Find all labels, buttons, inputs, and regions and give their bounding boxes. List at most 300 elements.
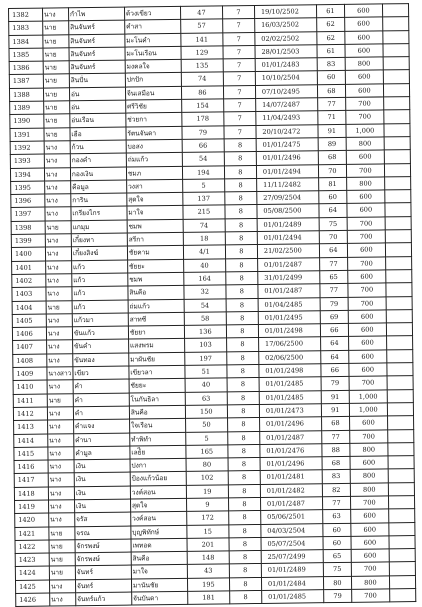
allowance-cell: 700 (348, 296, 386, 310)
age-cell: 70 (318, 164, 346, 178)
house-number-cell: 201 (187, 538, 229, 552)
age-cell: 83 (322, 470, 350, 484)
age-cell: 77 (317, 97, 345, 111)
row-number-cell: 1393 (10, 154, 44, 168)
house-number-cell: 150 (185, 405, 227, 419)
first-name-cell: ก้วน (70, 140, 126, 154)
title-cell: นาง (48, 447, 74, 461)
age-cell: 69 (320, 310, 348, 324)
age-cell: 64 (320, 337, 348, 351)
title-cell: นาง (45, 181, 71, 195)
village-number-cell: 8 (227, 418, 259, 432)
row-number-cell: 1401 (12, 261, 46, 275)
age-cell: 60 (319, 191, 347, 205)
birth-date-cell: 17/06/2500 (258, 337, 320, 351)
title-cell: นาย (43, 48, 69, 62)
first-name-cell: เขียว (73, 366, 129, 380)
row-number-cell: 1399 (11, 234, 45, 248)
allowance-cell: 600 (351, 509, 389, 523)
blank-cell (385, 256, 411, 270)
last-name-cell: สาทซี (128, 312, 184, 326)
village-number-cell: 8 (228, 444, 260, 458)
row-number-cell: 1416 (14, 460, 48, 474)
village-number-cell: 7 (223, 19, 255, 33)
last-name-cell: วงค์สอน (131, 512, 187, 526)
first-name-cell: เกี๋ยงสิงฆ์ (71, 246, 127, 260)
allowance-cell: 600 (347, 190, 385, 204)
row-number-cell: 1421 (15, 527, 49, 541)
row-number-cell: 1408 (13, 354, 47, 368)
allowance-cell: 600 (347, 203, 385, 217)
house-number-cell: 197 (185, 352, 227, 366)
allowance-cell: 800 (350, 443, 388, 457)
birth-date-cell: 01/01/2485 (259, 390, 321, 404)
age-cell: 88 (322, 443, 350, 457)
age-cell: 66 (321, 363, 349, 377)
village-number-cell: 7 (223, 45, 255, 59)
row-number-cell: 1413 (14, 420, 48, 434)
last-name-cell: เพทอด (131, 538, 187, 552)
title-cell: นาง (46, 287, 72, 301)
table-body (9, 4, 416, 607)
first-name-cell: จักรพงษ์ (75, 539, 131, 553)
allowance-cell: 600 (345, 44, 383, 58)
first-name-cell: สินจันทร์ (69, 60, 125, 74)
last-name-cell: จันบันดา (132, 591, 188, 605)
first-name-cell: จักรพงษ์ (75, 552, 131, 566)
row-number-cell: 1420 (15, 513, 49, 527)
last-name-cell: ชมพ (128, 272, 184, 286)
birth-date-cell: 01/01/2487 (257, 257, 319, 271)
allowance-cell: 600 (345, 70, 383, 84)
village-number-cell: 8 (225, 232, 257, 246)
allowance-cell: 800 (346, 137, 384, 151)
age-cell: 61 (316, 4, 344, 18)
first-name-cell: แก้วมา (72, 313, 128, 327)
village-number-cell: 7 (223, 85, 255, 99)
first-name-cell: อ่น (69, 100, 125, 114)
first-name-cell: เงิน (74, 459, 130, 473)
blank-cell (388, 456, 414, 470)
row-number-cell: 1407 (13, 340, 47, 354)
row-number-cell: 1392 (10, 141, 44, 155)
title-cell: นาย (49, 566, 75, 580)
first-name-cell: จันทร์ (75, 579, 131, 593)
last-name-cell: มะโนคำ (125, 33, 181, 47)
house-number-cell: 181 (188, 591, 230, 605)
blank-cell (388, 496, 414, 510)
blank-cell (385, 203, 411, 217)
row-number-cell: 1395 (11, 181, 45, 195)
allowance-cell: 800 (346, 177, 384, 191)
age-cell: 81 (318, 177, 346, 191)
birth-date-cell: 16/03/2502 (255, 18, 317, 32)
row-number-cell: 1398 (11, 221, 45, 235)
blank-cell (383, 17, 409, 31)
village-number-cell: 7 (223, 32, 255, 46)
age-cell: 79 (323, 589, 351, 603)
birth-date-cell: 25/07/2499 (261, 550, 323, 564)
last-name-cell: สินคือ (129, 405, 185, 419)
allowance-cell: 700 (349, 376, 387, 390)
last-name-cell: ช่วยกา (126, 113, 182, 127)
first-name-cell: สินปั่น (69, 74, 125, 88)
first-name-cell: กองคำ (70, 153, 126, 167)
last-name-cell: ป้องแก้วน้อย (130, 472, 186, 486)
house-number-cell: 103 (184, 338, 226, 352)
village-number-cell: 8 (224, 152, 256, 166)
blank-cell (386, 270, 412, 284)
birth-date-cell: 01/01/2482 (260, 483, 322, 497)
last-name-cell: ทำพิทำ (130, 432, 186, 446)
last-name-cell: สินคือ (131, 552, 187, 566)
row-number-cell: 1405 (12, 314, 46, 328)
birth-date-cell: 11/11/2482 (256, 178, 318, 192)
row-number-cell: 1390 (10, 114, 44, 128)
last-name-cell: วงสา (126, 179, 182, 193)
title-cell: นาง (48, 460, 74, 474)
age-cell: 68 (318, 151, 346, 165)
birth-date-cell: 01/01/2498 (258, 324, 320, 338)
allowance-cell: 600 (346, 150, 384, 164)
birth-date-cell: 14/07/2487 (255, 98, 317, 112)
allowance-cell: 600 (348, 310, 386, 324)
house-number-cell: 50 (185, 418, 227, 432)
row-number-cell: 1422 (15, 540, 49, 554)
last-name-cell: สุดใจ (130, 498, 186, 512)
house-number-cell: 102 (186, 471, 228, 485)
blank-cell (389, 549, 415, 563)
last-name-cell: มาใจ (131, 565, 187, 579)
first-name-cell: จรณ (75, 526, 131, 540)
last-name-cell: วงค์สอน (130, 485, 186, 499)
last-name-cell: ชมพ (127, 219, 183, 233)
last-name-cell: สินคือ (128, 286, 184, 300)
first-name-cell: คำ (73, 406, 129, 420)
row-number-cell: 1385 (9, 48, 43, 62)
last-name-cell: ปกปัก (125, 73, 181, 87)
house-number-cell: 5 (182, 179, 224, 193)
last-name-cell: ศรีวิชัย (125, 99, 181, 113)
row-number-cell: 1389 (10, 101, 44, 115)
last-name-cell: คำสา (125, 20, 181, 34)
last-name-cell: มะโนเรือน (125, 46, 181, 60)
title-cell: นาย (49, 540, 75, 554)
title-cell: นาง (45, 194, 71, 208)
first-name-cell: ขันทอง (73, 353, 129, 367)
house-number-cell: 80 (186, 458, 228, 472)
house-number-cell: 40 (183, 259, 225, 273)
title-cell: นาง (47, 380, 73, 394)
age-cell: 65 (320, 270, 348, 284)
birth-date-cell: 21/02/2500 (257, 244, 319, 258)
first-name-cell: แก้ว (71, 260, 127, 274)
title-cell: นาง (46, 274, 72, 288)
title-cell: นาย (45, 220, 71, 234)
house-number-cell: 32 (184, 285, 226, 299)
age-cell: 80 (323, 576, 351, 590)
house-number-cell: 74 (183, 219, 225, 233)
blank-cell (388, 469, 414, 483)
house-number-cell: 86 (181, 86, 223, 100)
blank-cell (384, 123, 410, 137)
house-number-cell: 135 (181, 59, 223, 73)
first-name-cell: จันทร์แก้ว (76, 592, 132, 606)
birth-date-cell: 01/01/2494 (257, 231, 319, 245)
birth-date-cell: 01/01/2498 (259, 364, 321, 378)
first-name-cell: อ่นเรือน (70, 113, 126, 127)
birth-date-cell: 01/01/2481 (260, 470, 322, 484)
allowance-cell: 800 (345, 57, 383, 71)
age-cell: 61 (317, 44, 345, 58)
birth-date-cell: 01/01/2484 (261, 576, 323, 590)
row-number-cell: 1423 (15, 553, 49, 567)
blank-cell (385, 190, 411, 204)
first-name-cell: จันทร์ (75, 566, 131, 580)
title-cell: นาย (43, 34, 69, 48)
allowance-cell: 600 (351, 549, 389, 563)
village-number-cell: 8 (228, 484, 260, 498)
row-number-cell: 1419 (15, 500, 49, 514)
blank-cell (386, 323, 412, 337)
birth-date-cell: 01/01/2483 (255, 58, 317, 72)
allowance-cell: 700 (351, 589, 389, 603)
birth-date-cell: 01/01/2489 (257, 217, 319, 231)
first-name-cell: เงิน (74, 486, 130, 500)
last-name-cell: ใจเรือน (129, 419, 185, 433)
village-number-cell: 7 (223, 99, 255, 113)
first-name-cell: จรัส (75, 512, 131, 526)
first-name-cell: เงิน (74, 499, 130, 513)
last-name-cell: ด้วงเขียว (124, 6, 180, 20)
first-name-cell: คำมูล (74, 446, 130, 460)
birth-date-cell: 01/01/2496 (259, 417, 321, 431)
house-number-cell: 66 (182, 139, 224, 153)
title-cell: นาง (48, 420, 74, 434)
title-cell: นาง (47, 340, 73, 354)
title-cell: นาง (46, 327, 72, 341)
last-name-cell: ชัยคาม (127, 246, 183, 260)
blank-cell (384, 137, 410, 151)
house-number-cell: 74 (181, 72, 223, 86)
blank-cell (387, 389, 413, 403)
age-cell: 64 (321, 350, 349, 364)
row-number-cell: 1384 (9, 35, 43, 49)
first-name-cell: แกมุม (71, 220, 127, 234)
title-cell: นาย (44, 127, 70, 141)
age-cell: 91 (321, 390, 349, 404)
birth-date-cell: 10/10/2504 (255, 71, 317, 85)
blank-cell (386, 296, 412, 310)
house-number-cell: 129 (181, 46, 223, 60)
first-name-cell: เกรียงไกร (71, 207, 127, 221)
blank-cell (387, 363, 413, 377)
village-number-cell: 7 (223, 72, 255, 86)
allowance-cell: 1,000 (346, 124, 384, 138)
village-number-cell: 8 (229, 524, 261, 538)
blank-cell (388, 429, 414, 443)
first-name-cell: แก้ว (72, 273, 128, 287)
row-number-cell: 1382 (9, 8, 43, 22)
title-cell: นาย (44, 101, 70, 115)
last-name-cell: มงคลใจ (125, 60, 181, 74)
birth-date-cell: 01/01/2485 (259, 377, 321, 391)
age-cell: 70 (319, 230, 347, 244)
row-number-cell: 1418 (14, 487, 48, 501)
allowance-cell: 700 (345, 97, 383, 111)
last-name-cell: ปงกา (130, 458, 186, 472)
birth-date-cell: 01/01/2487 (260, 430, 322, 444)
blank-cell (389, 562, 415, 576)
house-number-cell: 15 (187, 524, 229, 538)
first-name-cell: เกี๋ยงทา (71, 233, 127, 247)
village-number-cell: 7 (223, 59, 255, 73)
village-number-cell: 8 (229, 591, 261, 605)
blank-cell (383, 57, 409, 71)
row-number-cell: 1424 (15, 567, 49, 581)
birth-date-cell: 02/06/2500 (259, 350, 321, 364)
age-cell: 75 (319, 217, 347, 231)
last-name-cell: ชัยยะ (129, 379, 185, 393)
row-number-cell: 1406 (12, 327, 46, 341)
row-number-cell: 1425 (15, 580, 49, 594)
age-cell: 63 (323, 510, 351, 524)
title-cell: นาง (47, 353, 73, 367)
row-number-cell: 1412 (13, 407, 47, 421)
age-cell: 91 (318, 124, 346, 138)
blank-cell (389, 535, 415, 549)
title-cell: นาย (43, 88, 69, 102)
blank-cell (389, 509, 415, 523)
age-cell: 66 (320, 323, 348, 337)
village-number-cell: 8 (226, 271, 258, 285)
blank-cell (383, 83, 409, 97)
title-cell: นาย (49, 526, 75, 540)
village-number-cell: 8 (224, 165, 256, 179)
village-number-cell: 8 (225, 258, 257, 272)
title-cell: นาง (49, 500, 75, 514)
age-cell: 77 (319, 257, 347, 271)
title-cell: นาง (45, 207, 71, 221)
blank-cell (387, 349, 413, 363)
allowance-cell: 600 (349, 350, 387, 364)
row-number-cell: 1391 (10, 128, 44, 142)
first-name-cell: ขันแก้ว (72, 326, 128, 340)
allowance-cell: 700 (347, 230, 385, 244)
last-name-cell: ถ่มแก้ว (128, 299, 184, 313)
house-number-cell: 148 (187, 551, 229, 565)
village-number-cell: 8 (227, 391, 259, 405)
blank-cell (383, 43, 409, 57)
blank-cell (384, 176, 410, 190)
blank-cell (387, 402, 413, 416)
last-name-cell: บอสง (126, 139, 182, 153)
allowance-cell: 600 (345, 17, 383, 31)
title-cell: นาง (46, 314, 72, 328)
age-cell: 75 (323, 563, 351, 577)
house-number-cell: 54 (184, 298, 226, 312)
allowance-cell: 600 (349, 416, 387, 430)
title-cell: นาง (49, 579, 75, 593)
village-number-cell: 8 (227, 364, 259, 378)
birth-date-cell: 01/01/2475 (256, 138, 318, 152)
age-cell: 83 (317, 58, 345, 72)
birth-date-cell: 01/01/2476 (260, 443, 322, 457)
village-number-cell: 8 (228, 497, 260, 511)
village-number-cell: 8 (226, 325, 258, 339)
last-name-cell: บุญพิทักษ์ (131, 525, 187, 539)
house-number-cell: 137 (183, 192, 225, 206)
village-number-cell: 8 (226, 311, 258, 325)
first-name-cell: คำนา (74, 433, 130, 447)
village-number-cell: 8 (229, 551, 261, 565)
first-name-cell: สินจันทร์ (69, 20, 125, 34)
blank-cell (386, 336, 412, 350)
birth-date-cell: 27/09/2504 (257, 191, 319, 205)
title-cell: นาง (48, 433, 74, 447)
village-number-cell: 8 (226, 338, 258, 352)
blank-cell (387, 376, 413, 390)
age-cell: 62 (317, 18, 345, 32)
title-cell: นาย (44, 114, 70, 128)
village-number-cell: 7 (222, 5, 254, 19)
birth-date-cell: 01/01/2487 (258, 284, 320, 298)
allowance-cell: 600 (351, 522, 389, 536)
allowance-cell: 600 (349, 363, 387, 377)
title-cell: นาง (46, 260, 72, 274)
title-cell: นาย (46, 300, 72, 314)
village-number-cell: 8 (226, 285, 258, 299)
house-number-cell: 4/1 (183, 245, 225, 259)
title-cell: นาง (43, 8, 69, 22)
title-cell: นาย (43, 21, 69, 35)
house-number-cell: 43 (187, 564, 229, 578)
birth-date-cell: 31/01/2499 (258, 271, 320, 285)
age-cell: 60 (323, 536, 351, 550)
blank-cell (383, 70, 409, 84)
birth-date-cell: 19/10/2502 (254, 5, 316, 19)
blank-cell (389, 575, 415, 589)
village-number-cell: 8 (229, 577, 261, 591)
row-number-cell: 1397 (11, 208, 45, 222)
village-number-cell: 8 (225, 245, 257, 259)
allowance-cell: 600 (344, 4, 382, 18)
birth-date-cell: 28/01/2503 (255, 45, 317, 59)
last-name-cell: สรีกา (127, 232, 183, 246)
blank-cell (384, 110, 410, 124)
title-cell: นาง (45, 247, 71, 261)
title-cell: นาง (45, 234, 71, 248)
first-name-cell: แก้ว (72, 300, 128, 314)
birth-date-cell: 01/01/2487 (260, 497, 322, 511)
age-cell: 60 (317, 71, 345, 85)
village-number-cell: 8 (227, 404, 259, 418)
allowance-cell: 600 (350, 456, 388, 470)
title-cell: นาง (48, 473, 74, 487)
first-name-cell: อ่น (69, 87, 125, 101)
house-number-cell: 18 (183, 232, 225, 246)
row-number-cell: 1414 (14, 434, 48, 448)
row-number-cell: 1402 (12, 274, 46, 288)
house-number-cell: 51 (185, 365, 227, 379)
house-number-cell: 141 (181, 32, 223, 46)
last-name-cell: สุดใจ (127, 193, 183, 207)
house-number-cell: 164 (184, 272, 226, 286)
registry-table (8, 3, 416, 607)
allowance-cell: 800 (350, 483, 388, 497)
village-number-cell: 8 (229, 537, 261, 551)
age-cell: 64 (319, 244, 347, 258)
